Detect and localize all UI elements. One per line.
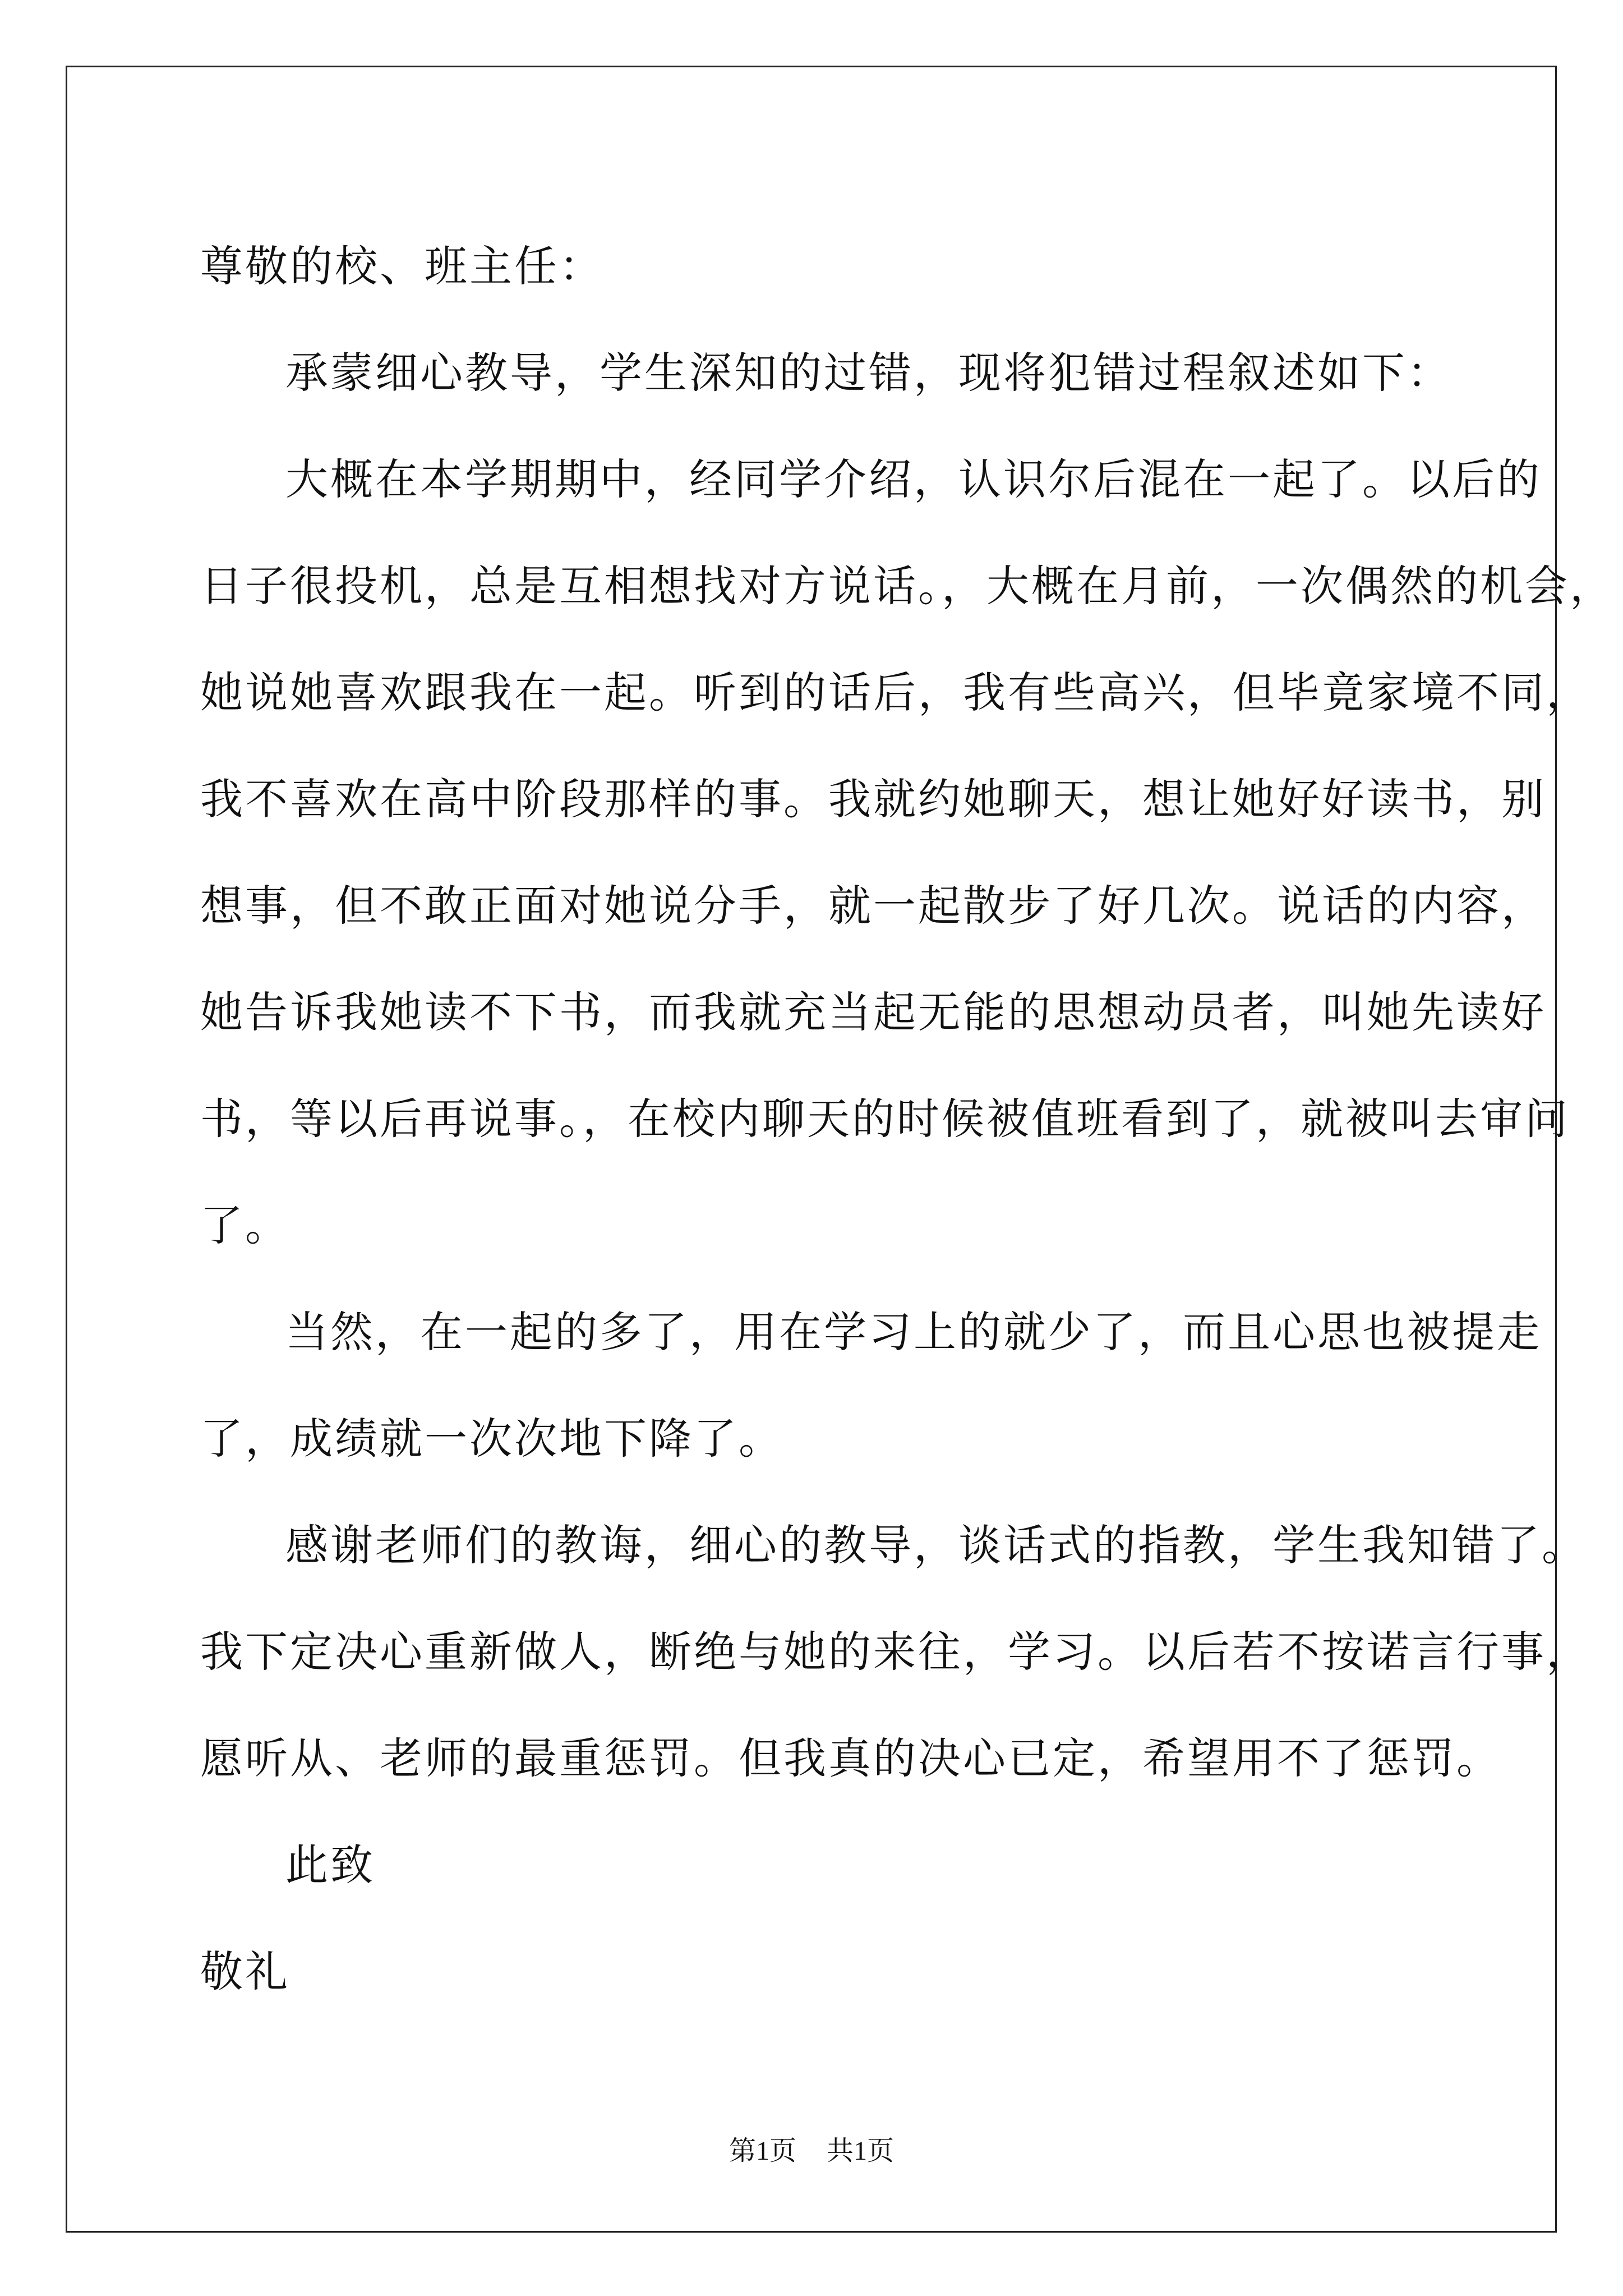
page-number: 第1页 bbox=[728, 2136, 796, 2166]
paragraph-line: 我下定决心重新做人，断绝与她的来往，学习。以后若不按诺言行事， bbox=[200, 1627, 1591, 1677]
regards: 敬礼 bbox=[200, 1947, 290, 1996]
salutation: 尊敬的校、班主任： bbox=[200, 241, 604, 291]
paragraph-4 bbox=[200, 1492, 1591, 1812]
page-footer bbox=[0, 2129, 1623, 2168]
paragraph-line: 她说她喜欢跟我在一起。听到的话后，我有些高兴，但毕竟家境不同， bbox=[200, 668, 1591, 717]
page-count: 共1页 bbox=[827, 2136, 895, 2166]
paragraph-2 bbox=[200, 426, 1615, 1279]
paragraph-line: 我不喜欢在高中阶段那样的事。我就约她聊天，想让她好好读书，别 bbox=[200, 774, 1546, 824]
closing: 此致 bbox=[285, 1840, 375, 1890]
paragraph-line: 想事，但不敢正面对她说分手，就一起散步了好几次。说话的内容， bbox=[200, 881, 1546, 931]
paragraph-line: 日子很投机，总是互相想找对方说话。，大概在月前，一次偶然的机会， bbox=[200, 561, 1615, 611]
paragraph-line: 了，成绩就一次次地下降了。 bbox=[200, 1414, 783, 1464]
paragraph-line: 愿听从、老师的最重惩罚。但我真的决心已定，希望用不了惩罚。 bbox=[200, 1733, 1501, 1783]
paragraph-line: 她告诉我她读不下书，而我就充当起无能的思想动员者，叫她先读好 bbox=[200, 987, 1546, 1037]
letter-body bbox=[200, 213, 1615, 2025]
paragraph-line: 承蒙细心教导，学生深知的过错，现将犯错过程叙述如下： bbox=[285, 348, 1452, 398]
paragraph-line: 书，等以后再说事。，在校内聊天的时候被值班看到了，就被叫去审问 bbox=[200, 1094, 1570, 1144]
paragraph-line: 了。 bbox=[200, 1200, 290, 1250]
paragraph-1 bbox=[200, 320, 1452, 426]
paragraph-line: 大概在本学期期中，经同学介绍，认识尔后混在一起了。以后的 bbox=[285, 454, 1542, 504]
paragraph-line: 感谢老师们的教诲，细心的教导，谈话式的指教，学生我知错了。 bbox=[285, 1520, 1587, 1570]
paragraph-3 bbox=[200, 1279, 1542, 1492]
paragraph-line: 当然，在一起的多了，用在学习上的就少了，而且心思也被提走 bbox=[285, 1307, 1542, 1357]
